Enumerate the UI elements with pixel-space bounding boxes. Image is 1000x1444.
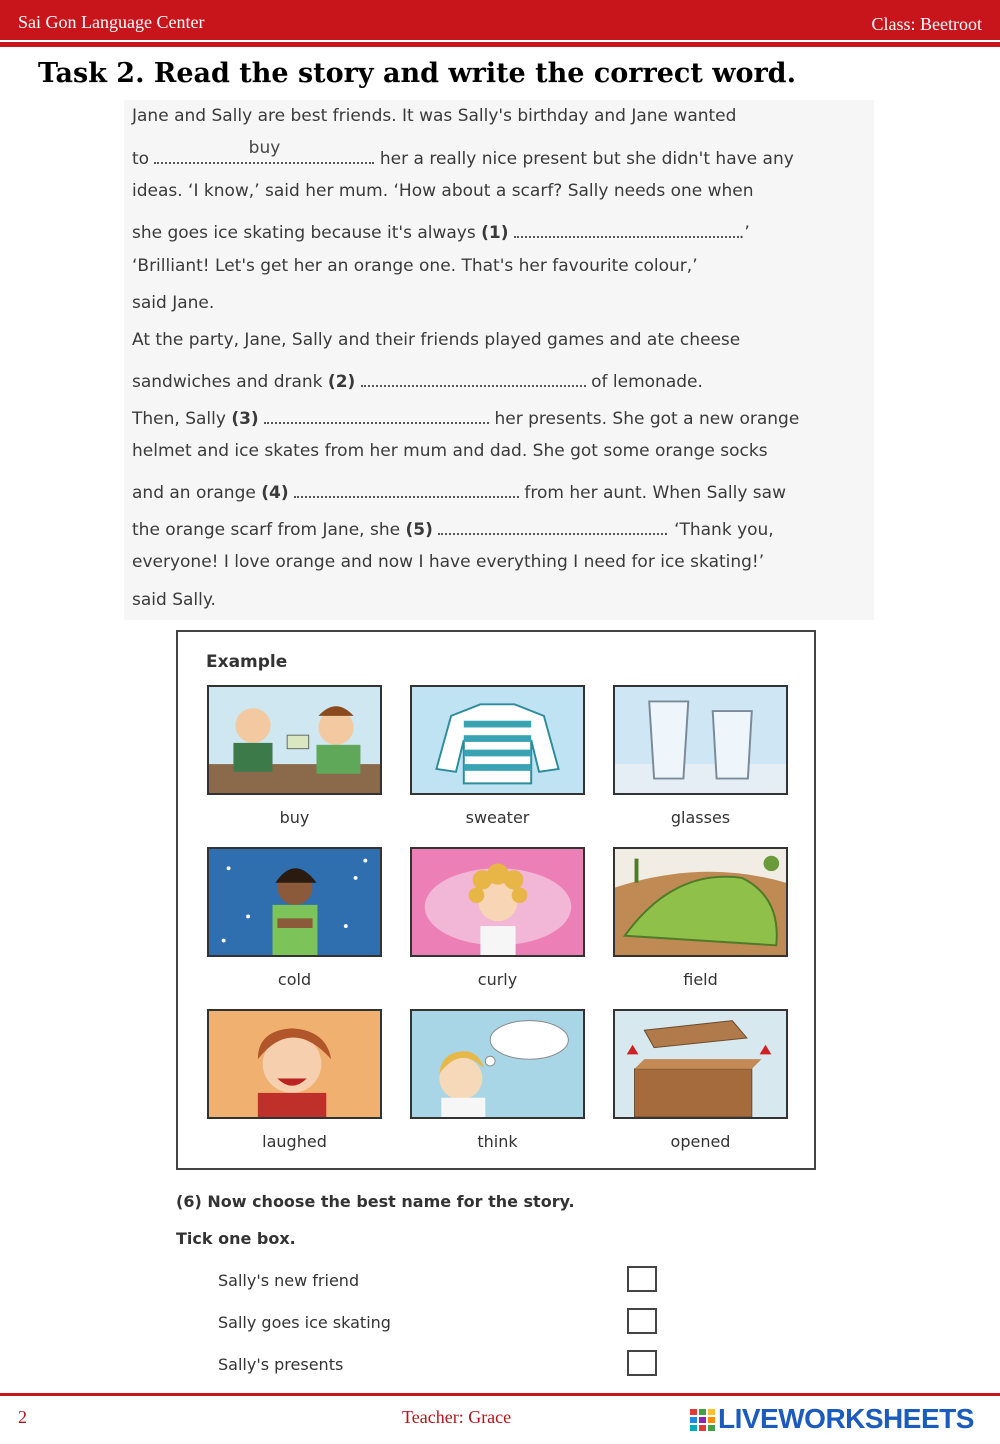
option-checkbox-2[interactable]	[627, 1308, 657, 1334]
task-title: Task 2. Read the story and write the correct word.	[38, 58, 796, 89]
story-text: to	[132, 149, 150, 169]
picture-cold	[207, 847, 382, 957]
story-text: she goes ice skating because it's always	[132, 223, 476, 243]
story-line: ideas. ‘I know,’ said her mum. ‘How about a scarf? Sally needs one when	[132, 181, 754, 201]
picture-curly	[410, 847, 585, 957]
tick-instruction: Tick one box.	[176, 1229, 296, 1248]
picture-buy	[207, 685, 382, 795]
story-line	[132, 478, 786, 503]
picture-glasses	[613, 685, 788, 795]
word-box	[176, 630, 816, 1170]
story-text: and an orange	[132, 483, 256, 503]
answer-blank-1[interactable]	[514, 218, 739, 238]
story-text: . ‘Thank you,	[663, 520, 774, 540]
story-text: her presents. She got a new orange	[494, 409, 800, 429]
blank-number-2: (2)	[327, 372, 356, 392]
answer-blank-3[interactable]	[264, 404, 489, 424]
answer-blank-2[interactable]	[361, 367, 586, 387]
story-line: Jane and Sally are best friends. It was Sally's birthday and Jane wanted	[132, 106, 737, 126]
story-passage	[124, 100, 874, 620]
story-line: said Sally.	[132, 590, 216, 610]
story-text: her a really nice present but she didn't have any	[379, 149, 794, 169]
blank-number-3: (3)	[231, 409, 259, 429]
page-number: 2	[18, 1407, 27, 1427]
story-line: helmet and ice skates from her mum and dad. She got some orange socks	[132, 441, 768, 461]
picture-laughed	[207, 1009, 382, 1119]
story-line	[132, 218, 750, 243]
example-answer: buy	[248, 138, 281, 158]
word-label-think: think	[477, 1132, 518, 1151]
example-blank	[154, 138, 374, 164]
story-line: ‘Brilliant! Let's get her an orange one. That's her favourite colour,’	[132, 256, 698, 276]
story-line	[132, 138, 794, 169]
question-6-prompt: (6) Now choose the best name for the story.	[176, 1192, 575, 1211]
option-label: Sally's presents	[218, 1355, 344, 1374]
blank-number-5: (5)	[405, 520, 433, 540]
brand-name: LIVEWORKSHEETS	[718, 1403, 974, 1434]
option-checkbox-1[interactable]	[627, 1266, 657, 1292]
story-line: said Jane.	[132, 293, 215, 313]
liveworksheets-logo-icon	[690, 1409, 716, 1431]
word-label-glasses: glasses	[670, 808, 731, 827]
story-text: the orange scarf from Jane, she	[132, 520, 401, 540]
story-text: .’	[738, 223, 750, 243]
blank-number-4: (4)	[261, 483, 289, 503]
story-line: everyone! I love orange and now I have everything I need for ice skating!’	[132, 552, 765, 572]
word-box-title: Example	[206, 652, 288, 672]
word-label-curly: curly	[477, 970, 518, 989]
story-text: of lemonade.	[591, 372, 703, 392]
option-label: Sally's new friend	[218, 1271, 360, 1290]
answer-blank-4[interactable]	[294, 478, 519, 498]
center-name: Sai Gon Language Center	[18, 12, 205, 32]
class-label: Class: Beetroot	[871, 14, 982, 34]
story-line: At the party, Jane, Sally and their friends played games and ate cheese	[132, 330, 741, 350]
word-label-opened: opened	[670, 1132, 731, 1151]
picture-sweater	[410, 685, 585, 795]
story-text: from her aunt. When Sally saw	[524, 483, 786, 503]
word-label-sweater: sweater	[465, 808, 530, 827]
word-label-cold: cold	[277, 970, 312, 989]
word-label-buy: buy	[279, 808, 310, 827]
word-label-laughed: laughed	[262, 1132, 327, 1151]
picture-field	[613, 847, 788, 957]
word-label-field: field	[683, 970, 718, 989]
teacher-name: Teacher: Grace	[402, 1407, 512, 1427]
picture-opened	[613, 1009, 788, 1119]
answer-blank-5[interactable]	[438, 515, 663, 535]
story-text: sandwiches and drank	[132, 372, 323, 392]
story-line	[132, 367, 703, 392]
page-header	[0, 0, 1000, 40]
option-checkbox-3[interactable]	[627, 1350, 657, 1376]
option-label: Sally goes ice skating	[218, 1313, 391, 1332]
story-line	[132, 404, 799, 429]
blank-number-1: (1)	[481, 223, 509, 243]
story-line	[132, 515, 774, 540]
header-divider	[0, 42, 1000, 47]
story-text: Then, Sally	[132, 409, 226, 429]
footer-divider	[0, 1393, 1000, 1396]
picture-think	[410, 1009, 585, 1119]
